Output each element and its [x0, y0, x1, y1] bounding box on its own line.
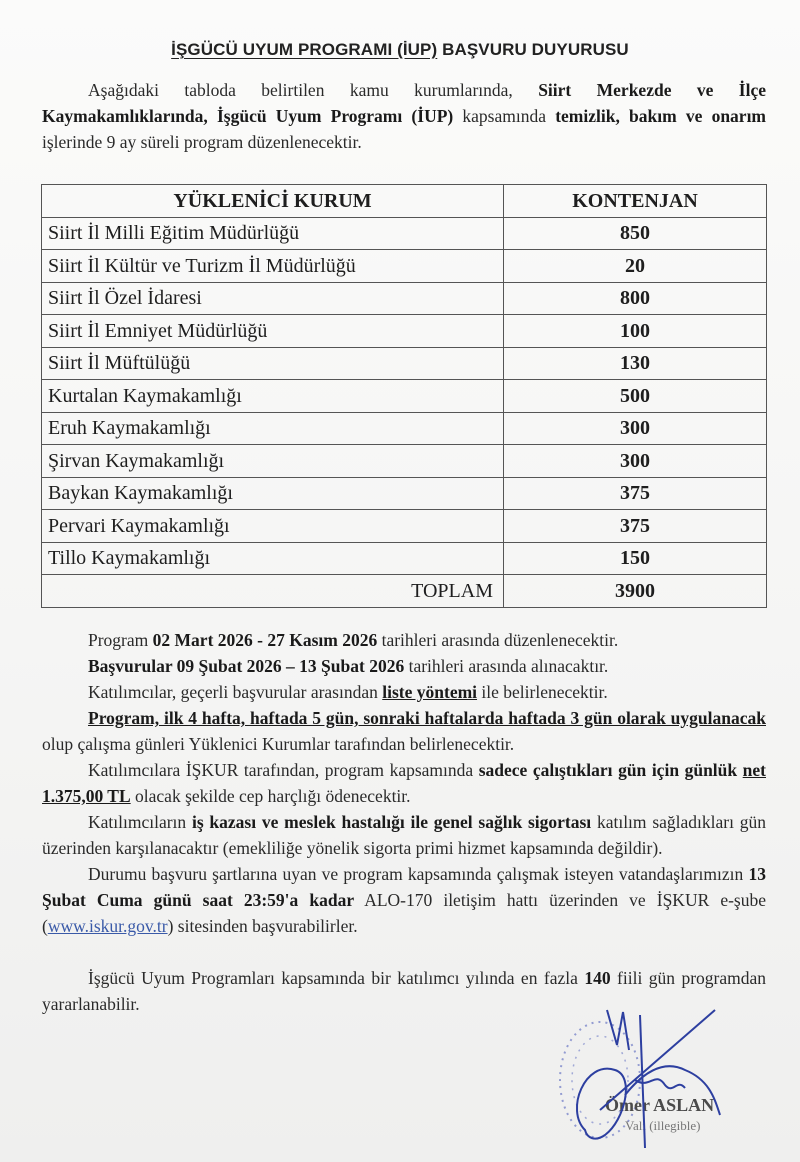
total-label: TOPLAM: [42, 575, 504, 608]
cell-kurum: Siirt İl Özel İdaresi: [42, 282, 504, 315]
payment-condition: sadece çalıştıkları gün için günlük: [478, 760, 743, 780]
intro-bold-work: temizlik, bakım ve onarım: [555, 106, 767, 126]
application-dates: Başvurular 09 Şubat 2026 – 13 Şubat 2026: [88, 656, 405, 676]
cell-kurum: Baykan Kaymakamlığı: [42, 477, 504, 510]
cell-kontenjan: 300: [504, 412, 767, 445]
table-row: [42, 510, 767, 543]
cell-kurum: Siirt İl Milli Eğitim Müdürlüğü: [42, 217, 504, 250]
cell-kurum: Eruh Kaymakamlığı: [42, 412, 504, 445]
iskur-link[interactable]: www.iskur.gov.tr: [47, 916, 168, 936]
document-title: [0, 40, 800, 60]
cell-kurum: Tillo Kaymakamlığı: [42, 542, 504, 575]
program-dates: 02 Mart 2026 - 27 Kasım 2026: [152, 630, 378, 650]
header-kurum: YÜKLENİCİ KURUM: [42, 185, 504, 218]
cell-kontenjan: 500: [504, 380, 767, 413]
text: olup çalışma günleri Yüklenici Kurumlar tarafından belirlenecektir.: [42, 734, 515, 754]
details-section: [42, 627, 766, 1017]
selection-paragraph: [42, 679, 766, 705]
table-row: [42, 542, 767, 575]
cell-kontenjan: 300: [504, 445, 767, 478]
text: Katılımcılara İŞKUR tarafından, program kapsamında: [88, 760, 479, 780]
selection-method: liste yöntemi: [382, 682, 478, 702]
schedule-paragraph: [42, 705, 766, 757]
title-underlined: İŞGÜCÜ UYUM PROGRAMI (İUP): [171, 40, 438, 59]
cell-kontenjan: 150: [504, 542, 767, 575]
text: tarihleri arasında düzenlenecektir.: [377, 630, 619, 650]
cell-kontenjan: 20: [504, 250, 767, 283]
cell-kurum: Siirt İl Kültür ve Turizm İl Müdürlüğü: [42, 250, 504, 283]
table-header-row: [42, 185, 767, 218]
signature-block: [545, 1000, 745, 1160]
header-kontenjan: KONTENJAN: [504, 185, 767, 218]
table-row: [42, 250, 767, 283]
table-row: [42, 477, 767, 510]
text: Katılımcılar, geçerli başvurular arasından: [88, 682, 383, 702]
intro-text: Aşağıdaki tabloda belirtilen kamu kurumlarında,: [88, 80, 539, 100]
text: olacak şekilde cep harçlığı ödenecektir.: [130, 786, 411, 806]
intro-bold-location: Siirt Merkezde ve İlçe Kaymakamlıklarında, İşgücü Uyum Programı (İUP): [42, 80, 766, 126]
cell-kontenjan: 130: [504, 347, 767, 380]
table-row: [42, 347, 767, 380]
table-total-row: [42, 575, 767, 608]
text: ) sitesinden başvurabilirler.: [167, 916, 358, 936]
insurance-coverage: iş kazası ve meslek hastalığı ile genel sağlık sigortası: [191, 812, 592, 832]
cell-kontenjan: 375: [504, 510, 767, 543]
text: tarihleri arasında alınacaktır.: [404, 656, 609, 676]
insurance-paragraph: [42, 809, 766, 861]
table-row: [42, 380, 767, 413]
payment-paragraph: [42, 757, 766, 809]
daily-amount: net 1.375,00 TL: [42, 760, 766, 806]
text: Program: [88, 630, 153, 650]
cell-kurum: Kurtalan Kaymakamlığı: [42, 380, 504, 413]
signatory-title: Vali (illegible): [625, 1118, 701, 1133]
total-value: 3900: [504, 575, 767, 608]
text: ALO-170 iletişim hattı üzerinden ve İŞKUR e-şube (: [42, 890, 767, 936]
cell-kontenjan: 800: [504, 282, 767, 315]
deadline: 13 Şubat Cuma günü saat 23:59'a kadar: [42, 864, 766, 910]
table-row: [42, 217, 767, 250]
intro-paragraph: [42, 77, 766, 155]
cell-kurum: Pervari Kaymakamlığı: [42, 510, 504, 543]
cell-kurum: Siirt İl Müftülüğü: [42, 347, 504, 380]
signatory-name: Ömer ASLAN: [605, 1095, 715, 1115]
cell-kurum: Şirvan Kaymakamlığı: [42, 445, 504, 478]
signature-icon: [545, 1000, 745, 1160]
cell-kurum: Siirt İl Emniyet Müdürlüğü: [42, 315, 504, 348]
cell-kontenjan: 100: [504, 315, 767, 348]
weekly-schedule: Program, ilk 4 hafta, haftada 5 gün, sonraki haftalarda haftada 3 gün olarak uygulanacak: [88, 708, 766, 728]
max-days: 140: [584, 968, 611, 988]
quota-table: [41, 184, 767, 608]
text: fiili gün programdan yararlanabilir.: [42, 968, 767, 1014]
table-row: [42, 282, 767, 315]
table-row: [42, 412, 767, 445]
application-dates-paragraph: [42, 653, 766, 679]
text: Durumu başvuru şartlarına uyan ve program kapsamında çalışmak isteyen vatandaşlarımızın: [88, 864, 749, 884]
cell-kontenjan: 850: [504, 217, 767, 250]
table-row: [42, 315, 767, 348]
title-rest: BAŞVURU DUYURUSU: [437, 40, 629, 59]
text: İşgücü Uyum Programları kapsamında bir katılımcı yılında en fazla: [88, 968, 585, 988]
program-dates-paragraph: [42, 627, 766, 653]
text: katılım sağladıkları gün üzerinden karşılanacaktır (emekliliğe yönelik sigorta primi hizmet kapsamında değildir).: [42, 812, 766, 858]
intro-text: işlerinde 9 ay süreli program düzenlenecektir.: [42, 132, 362, 152]
text: ile belirlenecektir.: [477, 682, 608, 702]
how-to-apply-paragraph: [42, 861, 766, 939]
text: Katılımcıların: [88, 812, 192, 832]
cell-kontenjan: 375: [504, 477, 767, 510]
intro-text: kapsamında: [453, 106, 556, 126]
table-row: [42, 445, 767, 478]
